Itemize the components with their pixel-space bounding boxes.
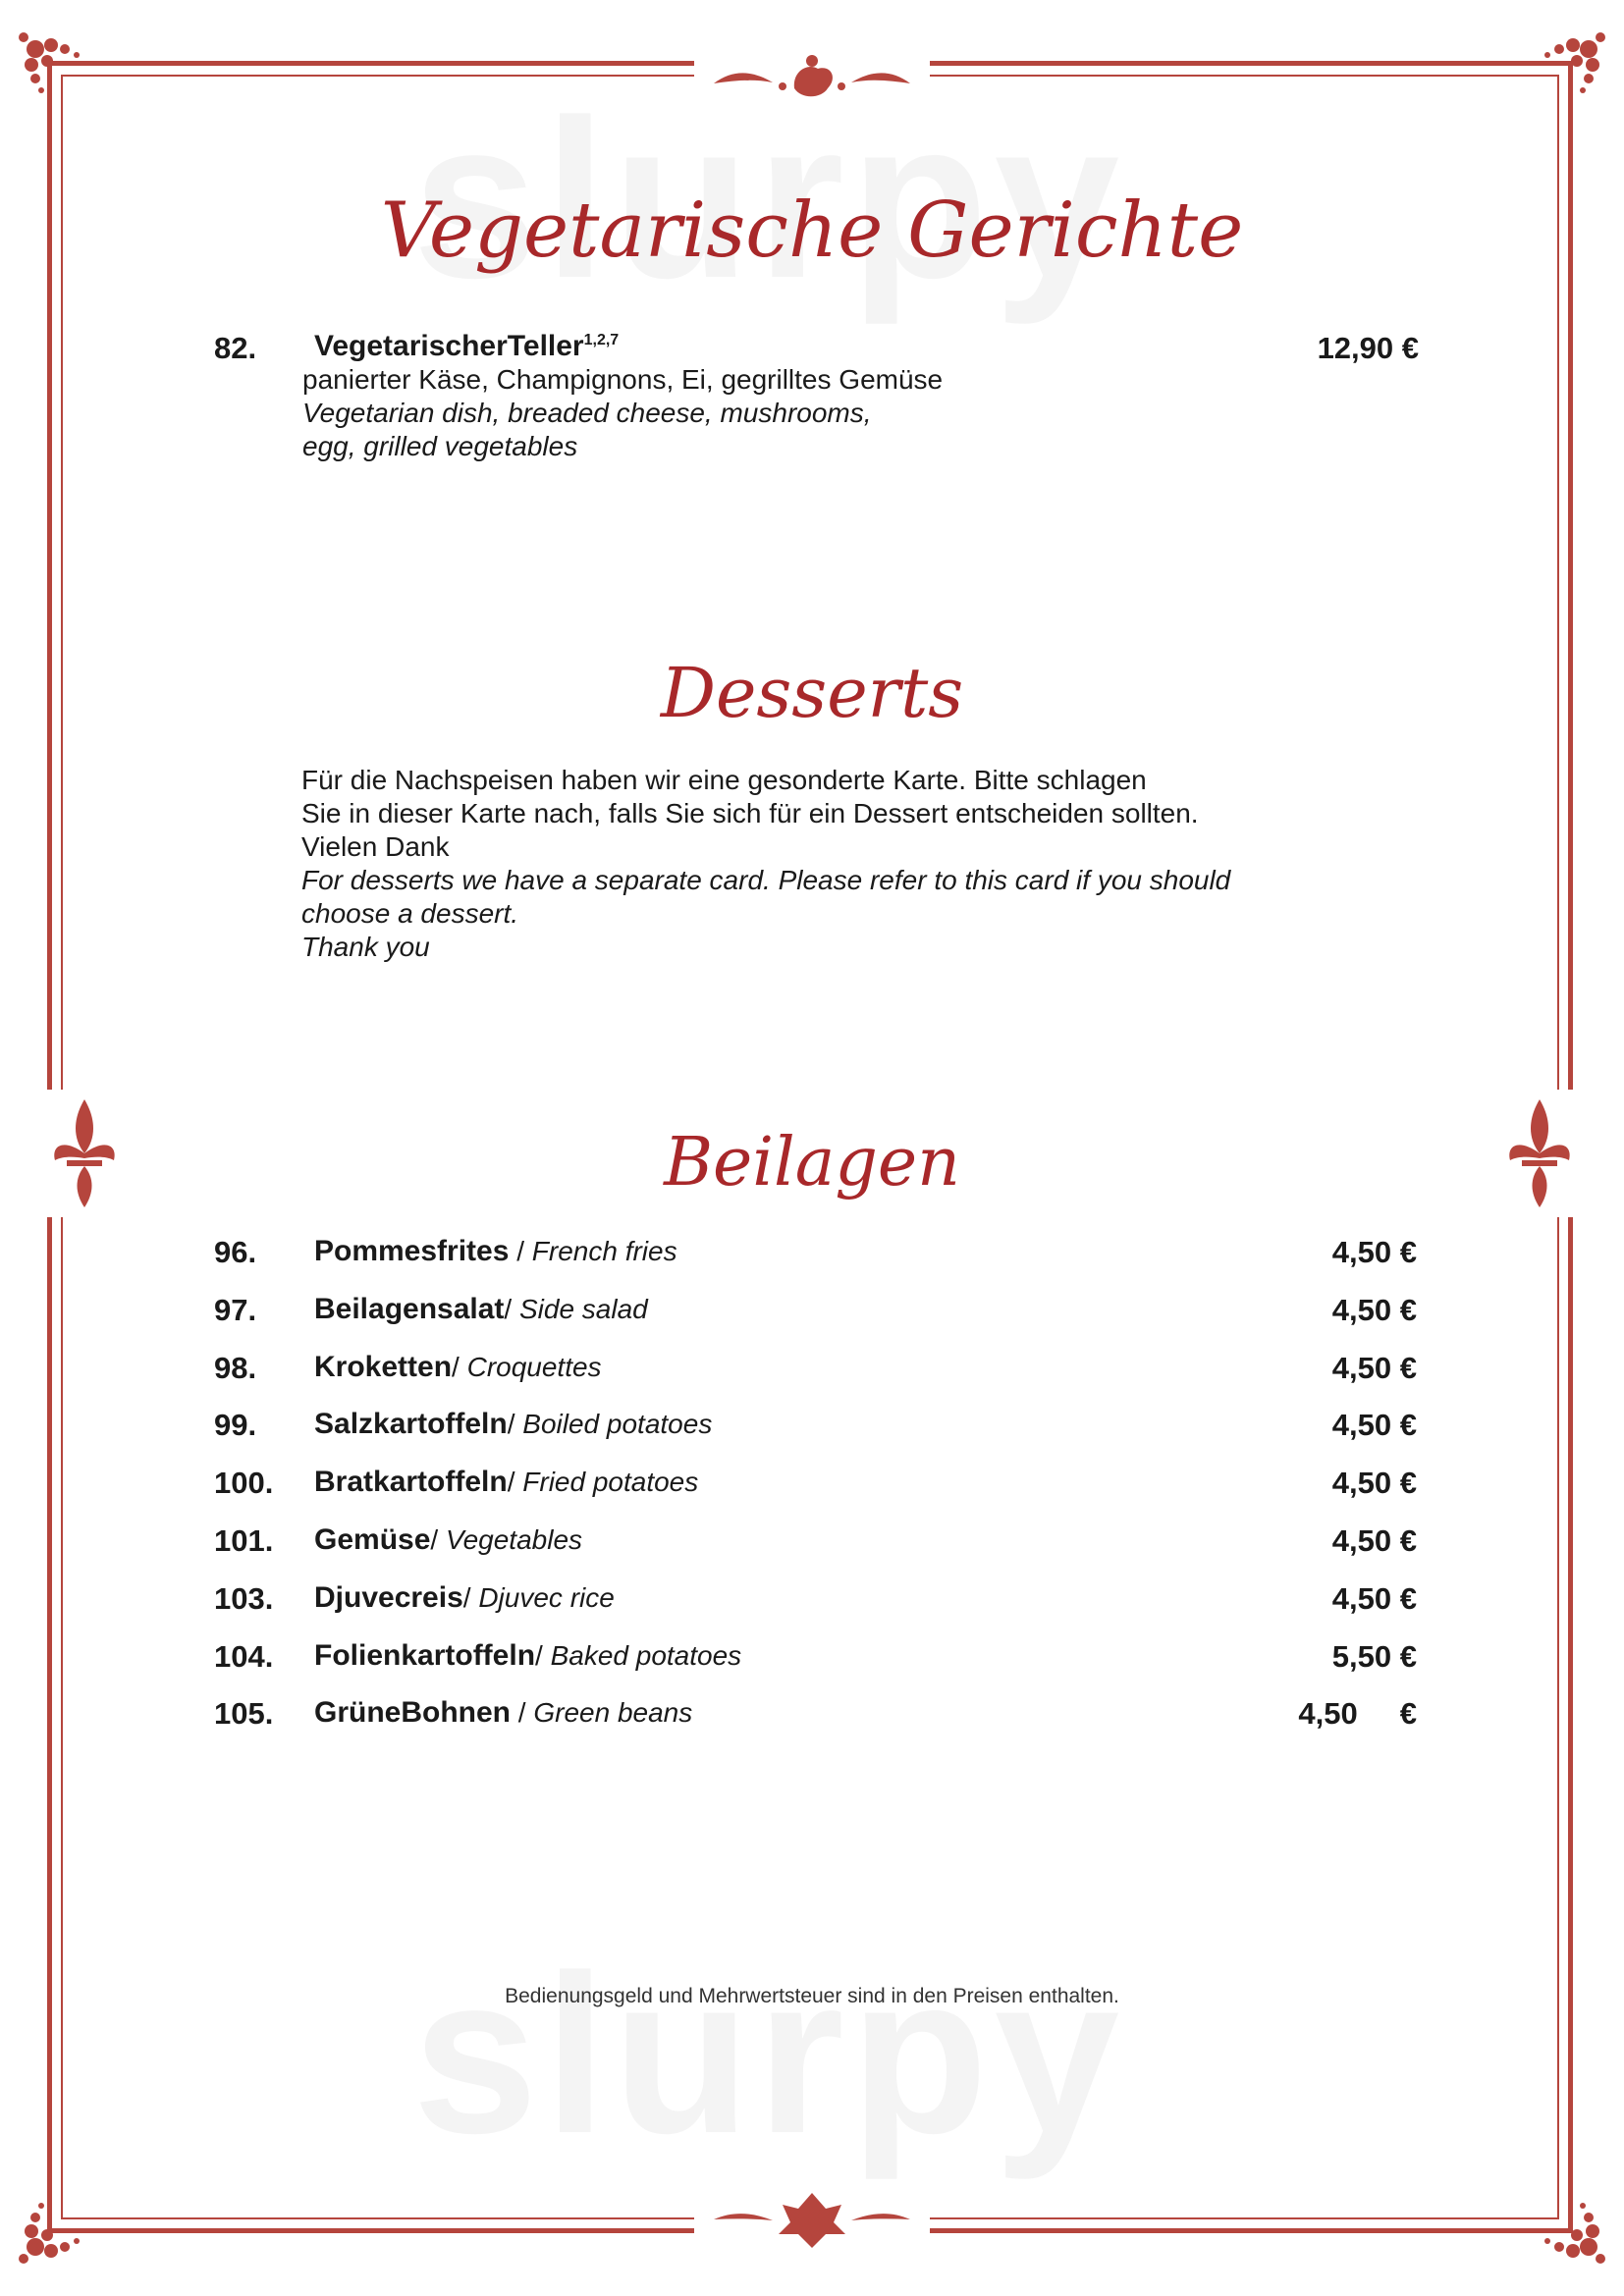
beilage-name-de: Gemüse — [314, 1523, 431, 1556]
beilage-name-de: Beilagensalat — [314, 1293, 505, 1325]
beilage-separator: / — [511, 1697, 534, 1728]
beilage-price: 4,50 € — [1331, 1523, 1417, 1558]
beilage-name-de: Folienkartoffeln — [314, 1639, 536, 1672]
desserts-note-en-line-3: Thank you — [301, 932, 430, 962]
beilage-separator: / — [504, 1294, 519, 1324]
beilage-name — [314, 1351, 602, 1384]
beilage-price: 4,50 € — [1331, 1293, 1417, 1327]
desserts-note-en-line-1: For desserts we have a separate card. Please refer to this card if you should — [301, 865, 1231, 895]
beilage-name-en: Green beans — [533, 1697, 693, 1728]
beilage-separator: / — [430, 1524, 446, 1555]
beilage-name-de: GrüneBohnen — [314, 1696, 511, 1729]
beilage-name — [314, 1581, 615, 1615]
beilage-number: 104. — [214, 1639, 274, 1674]
beilage-name-de: Pommesfrites — [314, 1235, 510, 1267]
beilage-separator: / — [452, 1352, 467, 1382]
item-number: 82. — [214, 331, 257, 365]
beilage-number: 98. — [214, 1351, 257, 1385]
beilage-number: 96. — [214, 1235, 257, 1269]
beilage-name — [314, 1466, 698, 1499]
beilage-number: 99. — [214, 1408, 257, 1442]
item-name-text: VegetarischerTeller — [314, 330, 584, 362]
beilage-name-de: Kroketten — [314, 1351, 453, 1383]
beilage-separator: / — [509, 1236, 532, 1266]
footer-note: Bedienungsgeld und Mehrwertsteuer sind in den Preisen enthalten. — [505, 1985, 1119, 2007]
beilage-price: 4,50 € — [1331, 1466, 1417, 1500]
beilage-price: 4,50 € — [1331, 1351, 1417, 1385]
bottom-leaf-ornament-icon — [694, 2185, 930, 2254]
beilage-name — [314, 1408, 712, 1441]
item-description — [302, 363, 943, 463]
corner-ornament-icon — [12, 2163, 120, 2270]
beilage-price: 5,50 € — [1331, 1639, 1417, 1674]
corner-ornament-icon — [12, 26, 120, 133]
beilage-name-de: Bratkartoffeln — [314, 1466, 508, 1498]
beilage-number: 97. — [214, 1293, 257, 1327]
item-price: 12,90 € — [1317, 331, 1419, 365]
item-desc-en-line-1: Vegetarian dish, breaded cheese, mushrooms, — [302, 398, 872, 428]
section-title-desserts: Desserts — [660, 653, 964, 733]
beilage-name-en: Djuvec rice — [478, 1582, 615, 1613]
beilage-name — [314, 1639, 741, 1673]
beilage-separator: / — [535, 1640, 551, 1671]
beilage-name-en: French fries — [531, 1236, 677, 1266]
beilage-price: 4,50 € — [1331, 1581, 1417, 1616]
beilage-name — [314, 1235, 677, 1268]
beilage-name-en: Baked potatoes — [550, 1640, 742, 1671]
beilage-name-en: Fried potatoes — [522, 1467, 699, 1497]
beilage-separator: / — [507, 1467, 523, 1497]
item-desc-de: panierter Käse, Champignons, Ei, gegrilltes Gemüse — [302, 364, 944, 395]
corner-ornament-icon — [1504, 2163, 1612, 2270]
beilage-number: 103. — [214, 1581, 274, 1616]
beilage-price: 4,50 € — [1298, 1696, 1417, 1731]
beilage-name — [314, 1696, 692, 1730]
corner-ornament-icon — [1504, 26, 1612, 133]
item-name — [314, 330, 619, 363]
beilage-name-en: Boiled potatoes — [522, 1409, 713, 1439]
desserts-note-en-line-2: choose a dessert. — [301, 898, 519, 929]
beilage-number: 101. — [214, 1523, 274, 1558]
beilage-separator: / — [507, 1409, 523, 1439]
beilage-name-en: Croquettes — [466, 1352, 602, 1382]
beilage-name-de: Djuvecreis — [314, 1581, 463, 1614]
item-desc-en-line-2: egg, grilled vegetables — [302, 431, 578, 461]
beilage-price: 4,50 € — [1331, 1235, 1417, 1269]
section-title-beilagen: Beilagen — [664, 1124, 960, 1201]
desserts-note-de-line-1: Für die Nachspeisen haben wir eine gesonderte Karte. Bitte schlagen — [301, 765, 1147, 795]
allergen-codes: 1,2,7 — [583, 332, 620, 348]
beilage-separator: / — [462, 1582, 479, 1613]
beilage-number: 100. — [214, 1466, 274, 1500]
top-scroll-ornament-icon — [694, 49, 930, 118]
desserts-note-de-line-3: Vielen Dank — [301, 831, 450, 862]
desserts-note — [301, 764, 1230, 964]
beilage-name — [314, 1293, 648, 1326]
desserts-note-de-line-2: Sie in dieser Karte nach, falls Sie sich für ein Dessert entscheiden sollten. — [301, 798, 1199, 828]
beilage-price: 4,50 € — [1331, 1408, 1417, 1442]
beilage-number: 105. — [214, 1696, 274, 1731]
beilage-name-en: Vegetables — [445, 1524, 583, 1555]
beilage-name-de: Salzkartoffeln — [314, 1408, 508, 1440]
section-title-vegetarian: Vegetarische Gerichte — [380, 187, 1244, 275]
beilage-name — [314, 1523, 582, 1557]
beilage-name-en: Side salad — [518, 1294, 648, 1324]
